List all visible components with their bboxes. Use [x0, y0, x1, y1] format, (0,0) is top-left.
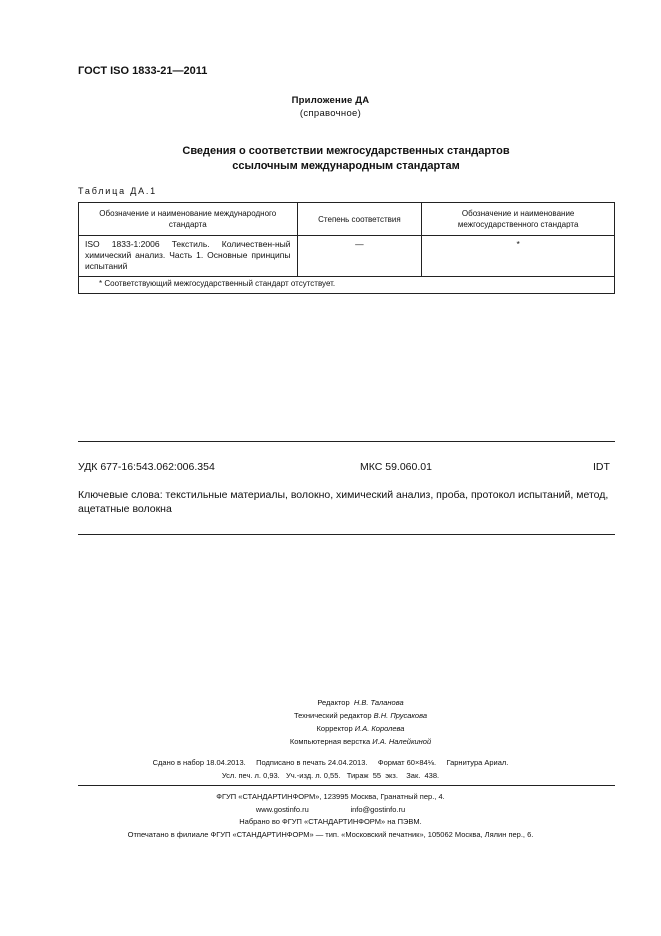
section-title-line2: ссылочным международным стандартам: [232, 160, 460, 172]
credit-role: Корректор: [316, 724, 353, 733]
credit-name: И.А. Королева: [354, 724, 405, 733]
credit-editor: [0, 696, 661, 709]
printer-contacts: www.gostinfo.ru info@gostinfo.ru: [255, 804, 406, 814]
section-title-line1: Сведения о соответствии межгосударственных стандартов: [182, 145, 510, 157]
publication-info: [0, 757, 661, 782]
credits-block: [0, 696, 661, 748]
mks-code: МКС 59.060.01: [360, 461, 432, 473]
credit-name: В.Н. Прусакова: [373, 711, 428, 720]
keywords: Ключевые слова: текстильные материалы, волокно, химический анализ, проба, протокол испытаний, метод, ацетатные волокна: [78, 489, 609, 515]
printer-line1: ФГУП «СТАНДАРТИНФОРМ», 123995 Москва, Гранатный пер., 4.: [216, 792, 445, 801]
section-title: [0, 144, 661, 174]
credit-tech-editor: [0, 709, 661, 722]
credit-layout: [0, 735, 661, 748]
idt-label: IDT: [593, 461, 610, 473]
header-interstate-standard: Обозначение и наименование межгосударственного стандарта: [422, 203, 615, 236]
credit-name: Н.В. Таланова: [353, 698, 404, 707]
table-footnote-row: [79, 277, 615, 294]
printer-info: [0, 791, 661, 841]
correspondence-table: [78, 202, 615, 294]
printer-line3: Набрано во ФГУП «СТАНДАРТИНФОРМ» на ПЭВМ.: [239, 817, 422, 826]
cell-interstate: *: [422, 236, 615, 277]
divider-top: [78, 441, 615, 442]
udk-code: УДК 677-16:543.062:006.354: [78, 461, 215, 473]
table-caption: Таблица ДА.1: [78, 186, 157, 196]
annex-title: Приложение ДА: [291, 95, 370, 106]
cell-degree: —: [297, 236, 422, 277]
table-header-row: [79, 203, 615, 236]
publication-line1: Сдано в набор 18.04.2013. Подписано в печать 24.04.2013. Формат 60×84⅛. Гарнитура Ариал.: [152, 758, 509, 767]
credit-role: Редактор: [317, 698, 350, 707]
credit-name: И.А. Налейкиной: [372, 737, 432, 746]
header-intl-standard: Обозначение и наименование международного стандарта: [79, 203, 298, 236]
divider-middle: [78, 534, 615, 535]
table-footnote: * Соответствующий межгосударственный стандарт отсутствует.: [79, 277, 615, 294]
credit-corrector: [0, 722, 661, 735]
credit-role: Технический редактор: [293, 711, 372, 720]
publication-line2: Усл. печ. л. 0,93. Уч.-изд. л. 0,55. Тираж 55 экз. Зак. 438.: [221, 770, 440, 780]
divider-bottom: [78, 785, 615, 786]
header-degree: Степень соответствия: [297, 203, 422, 236]
standard-code: ГОСТ ISO 1833-21—2011: [78, 65, 208, 77]
table-row: [79, 236, 615, 277]
annex-subtitle: (справочное): [299, 108, 362, 119]
credit-role: Компьютерная верстка: [289, 737, 371, 746]
cell-intl-standard: ISO 1833-1:2006 Текстиль. Количествен-ный химический анализ. Часть 1. Основные принципы испытаний: [79, 236, 298, 277]
printer-line4: Отпечатано в филиале ФГУП «СТАНДАРТИНФОРМ» — тип. «Московский печатник», 105062 Москва, Лялин пер., 6.: [127, 829, 534, 839]
